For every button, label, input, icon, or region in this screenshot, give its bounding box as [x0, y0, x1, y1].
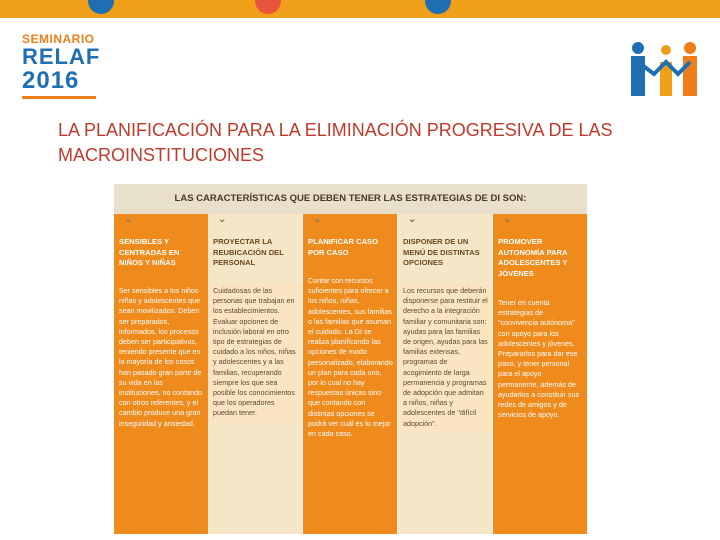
decorative-dot	[255, 0, 281, 14]
column-promover	[493, 214, 587, 534]
logo-line-2: RELAF	[22, 44, 101, 69]
chevron-down-icon: ⌄	[503, 214, 512, 225]
top-color-bar	[0, 0, 720, 18]
decorative-dot	[590, 0, 616, 14]
column-body: Tener en cuenta estrategias de "convivencia autónoma" con apoyo para los adolescentes y jóvenes. Prepararlos para dar ese paso, y tener personal para el apoyo permanente, además de ayudarlos a constituir sus redes de amigos y de servicios de apoyo.	[493, 296, 587, 424]
chevron-down-icon: ⌄	[408, 214, 417, 225]
chevron-down-icon: ⌄	[124, 214, 133, 225]
column-body: Ser sensibles a los niños niñas y adolescentes que sean movilizados. Deben ser preparados, informados, los procesos deben ser participativos, teniendo presente que en la mayoría de los casos han pasado gran parte de su vida en las instituciones, no contando con otros referentes, y el cambio produce una gran inseguridad y ansiedad.	[114, 284, 208, 433]
decorative-dot	[425, 0, 451, 14]
infographic-table	[114, 184, 587, 534]
column-heading: PROYECTAR LA REUBICACIÓN DEL PERSONAL	[213, 237, 284, 267]
chevron-down-icon: ⌄	[313, 214, 322, 225]
column-sensibles	[114, 214, 208, 534]
chevron-down-icon: ⌄	[218, 214, 227, 225]
decorative-dot	[88, 0, 114, 14]
logo-line-3: 2016	[22, 67, 80, 94]
logo-underline	[22, 96, 96, 99]
column-proyectar	[208, 214, 302, 534]
people-family-icon	[628, 40, 704, 102]
infographic-header: LAS CARACTERÍSTICAS QUE DEBEN TENER LAS ESTRATEGIAS DE DI SON:	[114, 184, 587, 214]
column-body: Los recursos que deberán disponerse para restituir el derecho a la integración familiar y comunitaria son: ayudas para las familias de origen, ayudas para las familias extensas, programas de acogimiento de larga permanencia y programas de adopción que admitan a niños, niñas y adolescentes de "difícil adopción".	[398, 284, 492, 433]
seminario-relaf-logo	[22, 32, 102, 102]
column-disponer	[398, 214, 492, 534]
column-heading: SENSIBLES Y CENTRADAS EN NIÑOS Y NIÑAS	[119, 237, 180, 267]
column-heading: PROMOVER AUTONOMÍA PARA ADOLESCENTES Y JÓVENES	[498, 237, 568, 278]
slide-title: LA PLANIFICACIÓN PARA LA ELIMINACIÓN PROGRESIVA DE LAS MACROINSTITUCIONES	[58, 120, 613, 165]
column-planificar	[303, 214, 397, 534]
column-body: Cuidadosas de las personas que trabajan en los establecimientos. Evaluar opciones de inclusión laboral en otro tipo de estrategias de cuidado a los niños, niñas y adolescentes y a las familias, recuperando siempre los que sea posible los conocimientos que los operadores puedan tener.	[208, 284, 302, 423]
column-body: Contar con recursos suficientes para ofrecer a los niños, niñas, adolescentes, sus familias o las familias que asuman el cuidado. La DI se realiza planificando las opciones de modo personalizado, elaborando un plan para cada uno, por lo cual no hay respuestas únicas sino que contando con distintas opciones se podrá ver cuál es lo mejor en cada caso.	[303, 274, 397, 443]
column-heading: DISPONER DE UN MENÚ DE DISTINTAS OPCIONES	[403, 237, 480, 267]
decorative-dot	[172, 0, 198, 14]
logo-line-1: SEMINARIO	[22, 32, 95, 46]
column-heading: PLANIFICAR CASO POR CASO	[308, 237, 379, 257]
